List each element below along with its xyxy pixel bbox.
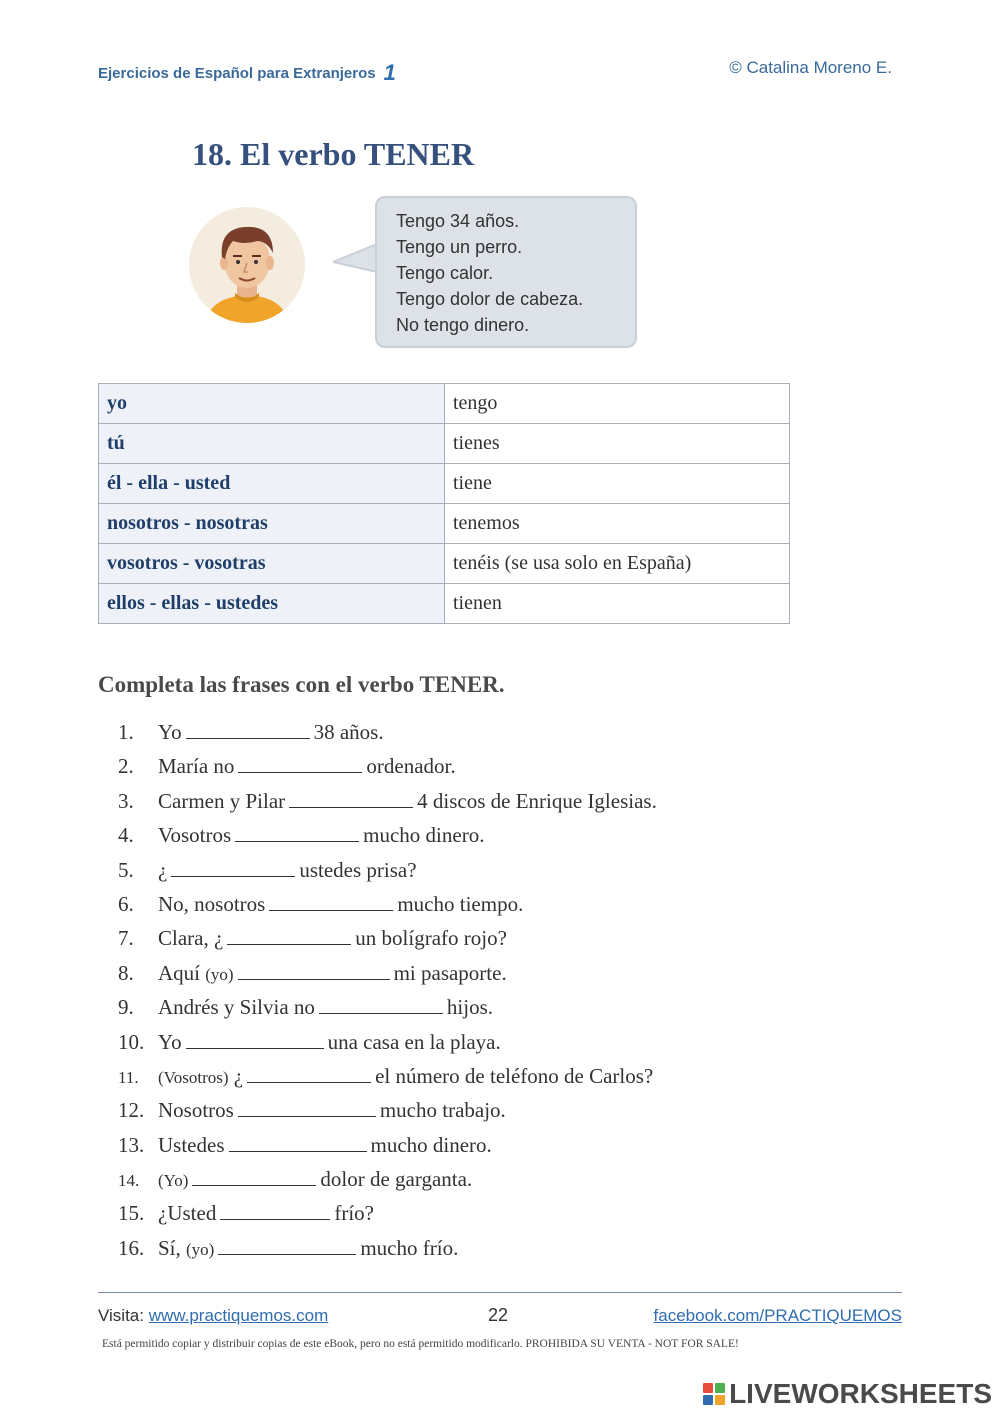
bubble-line: Tengo dolor de cabeza. (396, 289, 584, 309)
legal-notice: Está permitido copiar y distribuir copias de este eBook, pero no está permitido modificarlo. PROHIBIDA SU VENTA - NOT FOR SALE! (102, 1338, 739, 1350)
pronoun-cell: tú (99, 424, 445, 464)
conjugation-table (98, 383, 790, 624)
list-item: 9. Andrés y Silvia no hijos. (118, 995, 493, 1020)
book-title: Ejercicios de Español para Extranjeros 1 (98, 60, 396, 85)
table-row (99, 464, 790, 504)
answer-blank[interactable] (238, 1098, 376, 1117)
copyright: © Catalina Moreno E. (729, 58, 892, 77)
pronoun-cell: nosotros - nosotras (99, 504, 445, 544)
table-row (99, 504, 790, 544)
list-item: 14. (Yo) dolor de garganta. (118, 1167, 473, 1192)
pronoun-cell: él - ella - usted (99, 464, 445, 504)
footer-divider (98, 1292, 902, 1293)
answer-blank[interactable] (229, 1133, 367, 1152)
site-link[interactable]: www.practiquemos.com (148, 1306, 329, 1325)
list-item: 3. Carmen y Pilar 4 discos de Enrique Iglesias. (118, 788, 657, 813)
answer-blank[interactable] (238, 961, 390, 980)
speech-bubble-tail (333, 240, 379, 276)
list-item: 12. Nosotros mucho trabajo. (118, 1098, 506, 1123)
answer-blank[interactable] (319, 995, 443, 1014)
logo-blocks-icon (703, 1383, 725, 1405)
pronoun-cell: ellos - ellas - ustedes (99, 584, 445, 624)
bubble-line: Tengo calor. (396, 263, 494, 283)
answer-blank[interactable] (247, 1064, 371, 1083)
table-row (99, 584, 790, 624)
bubble-line: Tengo un perro. (396, 237, 523, 257)
answer-blank[interactable] (186, 1030, 324, 1049)
list-item: 16. Sí, (yo) mucho frío. (118, 1235, 459, 1260)
bubble-line: Tengo 34 años. (396, 211, 520, 231)
liveworksheets-logo: LIVEWORKSHEETS (703, 1378, 992, 1410)
answer-blank[interactable] (171, 858, 295, 877)
list-item: 8. Aquí (yo) mi pasaporte. (118, 960, 507, 985)
verb-form-cell: tenéis (se usa solo en España) (445, 544, 790, 584)
pronoun-cell: yo (99, 384, 445, 424)
verb-form-cell: tiene (445, 464, 790, 504)
answer-blank[interactable] (238, 754, 362, 773)
answer-blank[interactable] (192, 1167, 316, 1186)
page-title: 18. El verbo TENER (192, 136, 475, 172)
exercise-instructions: Completa las frases con el verbo TENER. (98, 672, 505, 697)
answer-blank[interactable] (227, 926, 351, 945)
answer-blank[interactable] (235, 823, 359, 842)
answer-blank[interactable] (220, 1201, 330, 1220)
exercise-list (118, 720, 818, 1270)
answer-blank[interactable] (289, 789, 413, 808)
speech-bubble (375, 196, 637, 348)
list-item: 5. ¿ ustedes prisa? (118, 857, 417, 882)
facebook-link[interactable]: facebook.com/PRACTIQUEMOS (653, 1306, 902, 1325)
answer-blank[interactable] (218, 1236, 356, 1255)
list-item: 2. María no ordenador. (118, 754, 456, 779)
page-number: 22 (488, 1305, 509, 1325)
bubble-line: No tengo dinero. (396, 315, 530, 335)
man-avatar-icon (187, 205, 307, 325)
list-item: 15. ¿Usted frío? (118, 1201, 374, 1226)
list-item: 4. Vosotros mucho dinero. (118, 823, 485, 848)
list-item: 6. No, nosotros mucho tiempo. (118, 891, 524, 916)
table-row (99, 424, 790, 464)
verb-form-cell: tienen (445, 584, 790, 624)
footer-visit: Visita: www.practiquemos.com (98, 1306, 329, 1325)
list-item: 10. Yo una casa en la playa. (118, 1029, 501, 1054)
list-item: 1. Yo 38 años. (118, 720, 384, 744)
verb-form-cell: tengo (445, 384, 790, 424)
list-item: 11. (Vosotros) ¿ el número de teléfono de Carlos? (118, 1063, 654, 1088)
list-item: 13. Ustedes mucho dinero. (118, 1132, 492, 1157)
answer-blank[interactable] (186, 720, 310, 739)
answer-blank[interactable] (269, 892, 393, 911)
verb-form-cell: tienes (445, 424, 790, 464)
pronoun-cell: vosotros - vosotras (99, 544, 445, 584)
table-row (99, 384, 790, 424)
verb-form-cell: tenemos (445, 504, 790, 544)
volume-number: 1 (383, 60, 396, 85)
table-row (99, 544, 790, 584)
list-item: 7. Clara, ¿ un bolígrafo rojo? (118, 926, 507, 951)
